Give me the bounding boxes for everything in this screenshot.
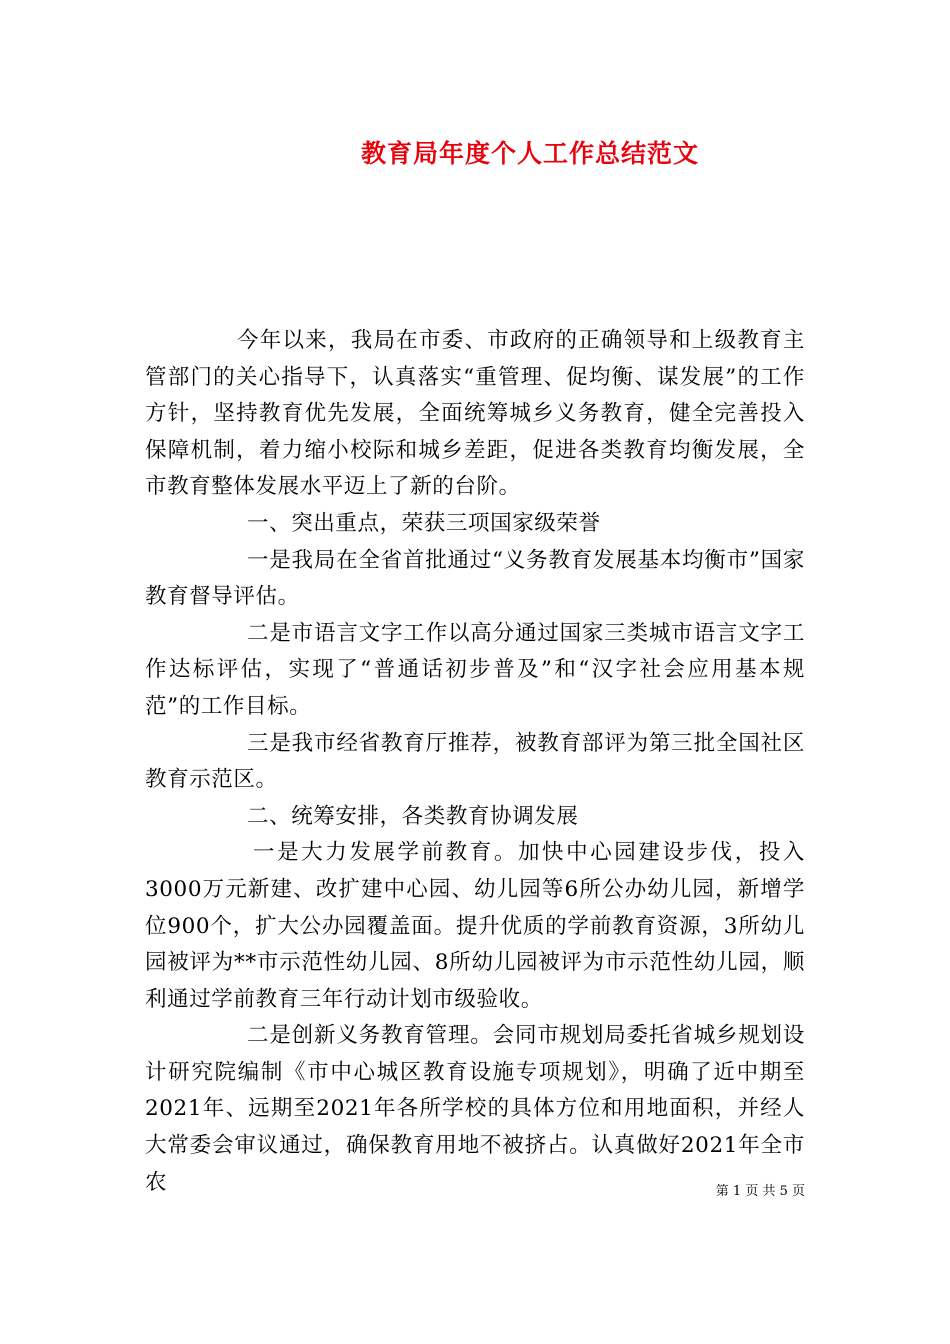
- paragraph-item: 一是大力发展学前教育。加快中心园建设步伐，投入3000万元新建、改扩建中心园、幼儿园等6所公办幼儿园，新增学位900个，扩大公办园覆盖面。提升优质的学前教育资源，3所幼儿园被评为**市示范性幼儿园、8所幼儿园被评为市示范性幼儿园，顺利通过学前教育三年行动计划市级验收。: [145, 840, 805, 1012]
- page-number-footer: 第 1 页 共 5 页: [715, 1184, 805, 1199]
- section-heading-2: 二、统筹安排，各类教育协调发展: [247, 803, 579, 829]
- paragraph-intro: 今年以来，我局在市委、市政府的正确领导和上级教育主管部门的关心指导下，认真落实“重管理、促均衡、谋发展”的工作方针，坚持教育优先发展，全面统筹城乡义务教育，健全完善投入保障机制，着力缩小校际和城乡差距，促进各类教育均衡发展，全市教育整体发展水平迈上了新的台阶。: [145, 328, 805, 500]
- document-title: 教育局年度个人工作总结范文: [360, 139, 699, 168]
- section-heading-1: 一、突出重点，荣获三项国家级荣誉: [247, 510, 601, 536]
- paragraph-item: 一是我局在全省首批通过“义务教育发展基本均衡市”国家教育督导评估。: [145, 547, 805, 610]
- paragraph-item: 三是我市经省教育厅推荐，被教育部评为第三批全国社区教育示范区。: [145, 730, 805, 793]
- paragraph-item: 二是创新义务教育管理。会同市规划局委托省城乡规划设计研究院编制《市中心城区教育设施专项规划》，明确了近中期至2021年、远期至2021年各所学校的具体方位和用地面积，并经人大常委会审议通过，确保教育用地不被挤占。认真做好2021年全市农: [145, 1023, 805, 1195]
- paragraph-item: 二是市语言文字工作以高分通过国家三类城市语言文字工作达标评估，实现了“普通话初步普及”和“汉字社会应用基本规范”的工作目标。: [145, 620, 805, 719]
- document-body: [145, 323, 805, 1201]
